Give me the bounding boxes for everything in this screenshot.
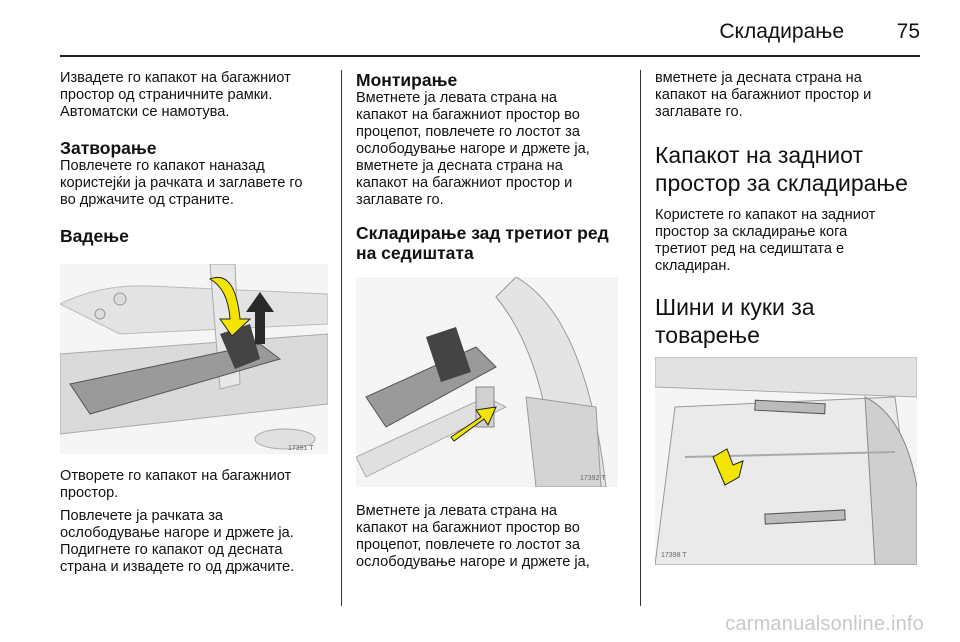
column-divider bbox=[341, 70, 342, 606]
illustration-cover-storage bbox=[356, 277, 618, 487]
heading-line: Складирање зад третиот ред bbox=[356, 223, 609, 243]
text-line: ослободување нагоре и држете ја, bbox=[356, 141, 590, 157]
heading-line: Капакот на задниот bbox=[655, 142, 863, 168]
figure-id: 17398 T bbox=[661, 552, 687, 559]
paragraph bbox=[655, 70, 925, 121]
text-line: капакот на багажниот простор и bbox=[356, 175, 573, 191]
text-line: простор. bbox=[60, 485, 119, 501]
text-line: Автоматски се намотува. bbox=[60, 104, 230, 120]
heading-rails: Шини и куки за товарење bbox=[655, 294, 815, 348]
heading-remove: Вадење bbox=[60, 226, 129, 246]
illustration-cover-removal bbox=[60, 264, 328, 454]
text-line: складиран. bbox=[655, 258, 731, 274]
figure-id: 17392 T bbox=[580, 475, 606, 482]
page-number: 75 bbox=[896, 20, 920, 43]
illustration-rails-hooks bbox=[655, 357, 917, 565]
text-line: Повлечете ја рачката за bbox=[60, 508, 224, 524]
paragraph bbox=[356, 503, 618, 571]
page-header bbox=[60, 14, 920, 52]
figure-id: 17391 T bbox=[288, 445, 314, 452]
text-line: вметнете ја десната страна на bbox=[356, 158, 563, 174]
paragraph bbox=[60, 158, 330, 209]
text-line: капакот на багажниот простор во bbox=[356, 520, 580, 536]
text-line: процепот, повлечете го лостот за bbox=[356, 124, 580, 140]
paragraph bbox=[60, 70, 330, 121]
paragraph bbox=[60, 508, 330, 576]
heading-line: простор за складирање bbox=[655, 170, 908, 196]
text-line: ослободување нагоре и држете ја. bbox=[60, 525, 294, 541]
text-line: третиот ред на седиштата е bbox=[655, 241, 845, 257]
text-line: Подигнете го капакот од десната bbox=[60, 542, 283, 558]
text-line: Вметнете ја левата страна на bbox=[356, 503, 558, 519]
text-line: капакот на багажниот простор и bbox=[655, 87, 872, 103]
header-rule bbox=[60, 55, 920, 57]
column-1 bbox=[60, 70, 330, 576]
paragraph bbox=[655, 207, 925, 275]
paragraph bbox=[60, 468, 330, 502]
text-line: Отворете го капакот на багажниот bbox=[60, 468, 292, 484]
column-2 bbox=[356, 70, 618, 571]
text-line: заглавате го. bbox=[356, 192, 444, 208]
header-title: Складирање bbox=[719, 20, 844, 43]
text-line: страна и извадете го од држачите. bbox=[60, 559, 295, 575]
text-line: простор за складирање кога bbox=[655, 224, 848, 240]
text-line: Извадете го капакот на багажниот bbox=[60, 70, 291, 86]
text-line: користејќи ја рачката и заглавете го bbox=[60, 175, 303, 191]
text-line: Користете го капакот на задниот bbox=[655, 207, 876, 223]
text-line: простор од страничните рамки. bbox=[60, 87, 273, 103]
paragraph bbox=[356, 90, 618, 209]
heading-store bbox=[356, 223, 618, 263]
text-line: Вметнете ја левата страна на bbox=[356, 90, 558, 106]
heading-install: Монтирање bbox=[356, 70, 458, 90]
text-line: капакот на багажниот простор во bbox=[356, 107, 580, 123]
heading-close: Затворање bbox=[60, 138, 157, 158]
column-3 bbox=[655, 70, 925, 565]
column-divider bbox=[640, 70, 641, 606]
heading-rear-cover bbox=[655, 141, 925, 197]
text-line: процепот, повлечете го лостот за bbox=[356, 537, 580, 553]
text-line: заглавате го. bbox=[655, 104, 743, 120]
text-line: во држачите од страните. bbox=[60, 192, 234, 208]
watermark: carmanualsonline.info bbox=[725, 613, 924, 635]
text-line: вметнете ја десната страна на bbox=[655, 70, 862, 86]
text-line: ослободување нагоре и држете ја, bbox=[356, 554, 590, 570]
heading-line: на седиштата bbox=[356, 243, 474, 263]
text-line: Повлечете го капакот наназад bbox=[60, 158, 265, 174]
